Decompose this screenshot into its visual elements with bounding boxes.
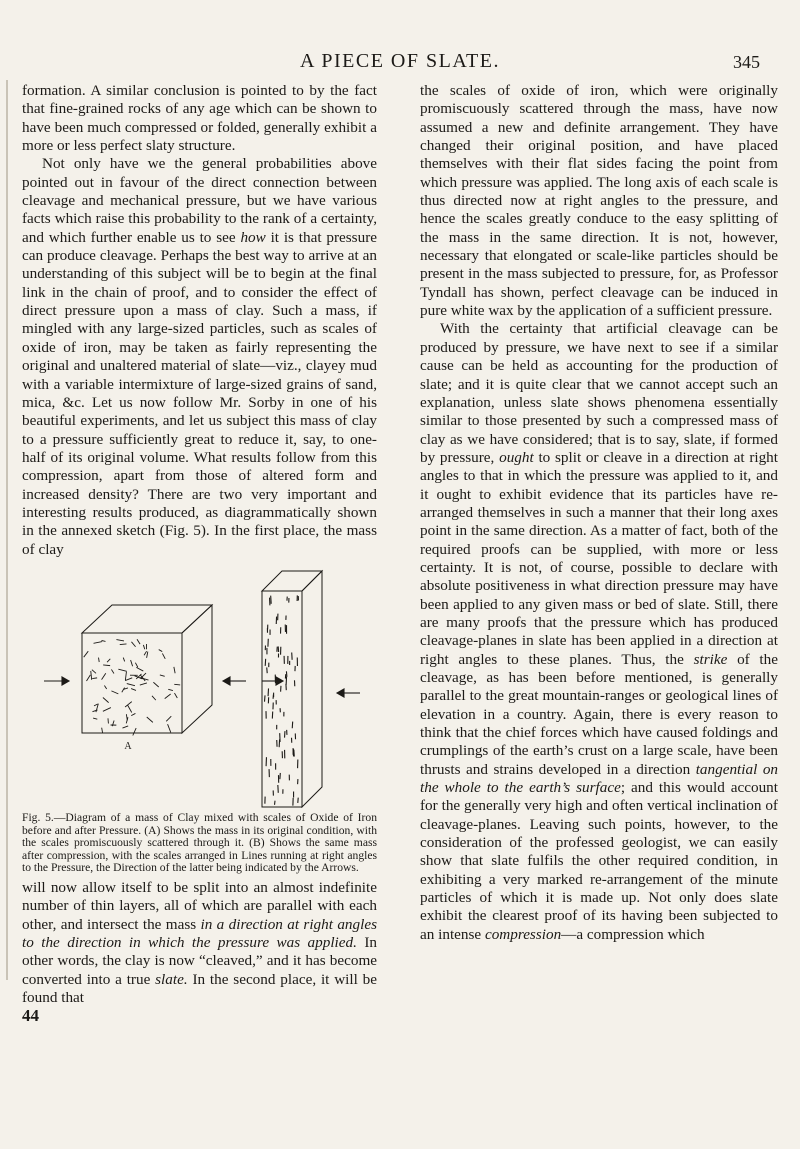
iron-scale (168, 689, 173, 690)
iron-scale (174, 684, 180, 685)
block-a (82, 605, 212, 735)
iron-scale (107, 659, 110, 662)
text-run: to split or cleave in a direction at right angles to that in which the pressure was applied to it, and it ought to exhibit evidence that its particles have re-arranged themselves in such a manner that their long axes point in the same direction. As a matter of fact, both of the required proofs can be supplied, with more or less certainty. It is not, of course, possible to declare with absolute positiveness in what direction pressure may have been applied to any given mass or bed of slate. Still, there are many proofs that the pressure which has produced cleavage-planes in slate has been applied in a direction at right angles to these planes. Thus, the (420, 448, 778, 668)
arrow-left-icon (337, 689, 360, 697)
left-column (22, 82, 377, 1026)
folio-number: 44 (22, 1006, 39, 1026)
iron-scale (120, 644, 127, 645)
text-run: With the certainty that artificial cleavage can be produced by pressure, we have next to see if a similar cause can be held as accounting for the production of slate; and it is quite clear that we cannot accept such an explanation, unless slate shows phenomena essentially similar to those presented by such a compressed mass of clay as we have considered; that is to say, slate, if formed by pressure, (420, 320, 778, 466)
emphasis: slate. (155, 970, 188, 988)
iron-scale (140, 683, 147, 685)
iron-scale (103, 697, 109, 702)
iron-scale (93, 718, 97, 719)
iron-scale (92, 678, 97, 679)
paragraph (420, 320, 778, 944)
emphasis: ought (499, 448, 534, 466)
iron-scale (159, 650, 162, 652)
arrow-right-icon (44, 677, 69, 685)
iron-scale (125, 672, 126, 680)
iron-scale (102, 673, 106, 679)
iron-scale (174, 693, 177, 698)
text-run: In the second place, it will be found that (22, 970, 377, 1006)
figure-5 (22, 563, 377, 808)
iron-scale (91, 671, 92, 680)
paragraph: formation. A similar conclusion is pointed to by the fact that fine-grained rocks of any age which can be shown to have been much compressed or folded, generally exhibit a more or less perfect slaty structure. (22, 82, 377, 155)
text-run: Not only have we the general probabilities above pointed out in favour of the direct connection between cleavage and mechanical pressure, but we have various facts which raise this probability to the rank of a certainty, and which further enable us to see (22, 155, 377, 246)
iron-scale (111, 691, 118, 694)
iron-scale (103, 707, 111, 711)
iron-scale (131, 713, 135, 715)
arrow-left-icon (223, 677, 246, 685)
iron-scale (94, 642, 103, 644)
text-run: In other words, the clay is now “cleaved,” and it has become converted into a true (22, 933, 378, 988)
iron-scale (102, 728, 103, 733)
page-edge-shadow (6, 80, 8, 980)
text-run: of the cleavage, as has been before mentioned, is generally parallel to the great mountain-ranges or geological lines of elevation in a country. Again, there is every reason to think that the chief forces which have caused foldings and crumplings of the earth’s crust on a large scale, have been thrusts and strains developed in a direction (420, 650, 778, 778)
iron-scale (99, 658, 100, 662)
page-number: 345 (733, 52, 760, 72)
emphasis: strike (693, 650, 728, 668)
iron-scale (103, 665, 110, 666)
iron-scale (131, 689, 136, 691)
iron-scale (104, 685, 106, 688)
emphasis: how (240, 228, 266, 246)
iron-scale (127, 684, 135, 686)
iron-scale (86, 675, 90, 681)
iron-scale (143, 645, 144, 649)
iron-scale (122, 688, 125, 693)
iron-scale (133, 728, 136, 735)
iron-scale (147, 651, 148, 657)
iron-scale (137, 639, 140, 644)
iron-scale (162, 653, 165, 658)
running-head (0, 50, 800, 76)
arrow-right-icon (262, 677, 283, 685)
iron-scale (111, 669, 114, 673)
text-run: ; and this would account for the generally very high and often vertical inclination of cleavage-planes. Leaving such points, however, to the consideration of the professed geologist, we can easily show that slate fulfils the other required condition, in exhibiting a very marked re-arrangement of the minute particles of which it is made up. Not only does slate exhibit the clearest proof of its having been subjected to an intense (420, 779, 778, 943)
emphasis: tangential on the whole to the earth’s surface (420, 760, 779, 797)
iron-scale (125, 678, 132, 681)
text-run: —a compression which (561, 925, 705, 943)
iron-scale (122, 726, 128, 728)
text-run: will now allow itself to be split into an almost indefinite number of thin layers, all of which are parallel with each other, and intersect the mass (22, 878, 377, 933)
iron-scale (94, 704, 98, 706)
emphasis: compression (484, 925, 562, 943)
iron-scale (84, 651, 89, 657)
right-column (420, 82, 778, 944)
scales-aligned (265, 595, 299, 805)
iron-scale (152, 696, 156, 700)
iron-scale (174, 667, 175, 673)
running-title: A PIECE OF SLATE. (300, 50, 500, 72)
clay-diagram (22, 563, 377, 808)
iron-scale (131, 660, 133, 666)
text-run: it is that pressure can produce cleavage. Perhaps the best way to arrive at an understanding of this subject will be to begin at the final link in the chain of proof, and to consider the effect of direct pressure upon a mass of clay. Such a mass, if mingled with any large-sized particles, such as scales of oxide of iron, may be taken as fairly representing the original and unaltered material of slate—viz., clayey mud with a variable intermixture of large-sized grains of sand, mica, &c. Let us now follow Mr. Sorby in one of his beautiful experiments, and let us subject this mass of clay to a pressure sufficiently great to reduce it, say, to one-half of its original volume. What results follow from this compression, apart from those of altered form and increased density? There are two very important and interesting results produced, as diagrammatically shown in the annexed sketch (Fig. 5). In the first place, the mass of clay (22, 228, 377, 558)
paragraph (22, 155, 377, 559)
iron-scale (131, 642, 135, 647)
scales-scattered (84, 639, 180, 735)
iron-scale (160, 675, 165, 676)
iron-scale (123, 657, 124, 661)
emphasis: in a direction at right angles to the direction in which the pressure was applied. (22, 915, 377, 951)
figure-caption: Fig. 5.—Diagram of a mass of Clay mixed with scales of Oxide of Iron before and after Pressure. (A) Shows the mass in its original condition, with the scales promiscuously scattered through it. (B) Shows the same mass after compression, with the scales arranged in Lines running at right angles to the Pressure, the Direction of the latter being indicated by the Arrows. (22, 810, 377, 875)
iron-scale (166, 716, 171, 721)
iron-scale (128, 705, 132, 713)
paragraph (22, 879, 377, 1007)
iron-scale (135, 663, 137, 668)
iron-scale (165, 694, 171, 699)
iron-scale (168, 724, 171, 732)
pressure-arrows (44, 677, 360, 697)
iron-scale (147, 717, 153, 722)
iron-scale (116, 639, 124, 640)
iron-scale (153, 682, 158, 687)
figure-label-a: A (124, 740, 132, 752)
iron-scale (92, 670, 96, 674)
iron-scale (136, 667, 143, 671)
block-b (262, 571, 322, 807)
iron-scale (144, 651, 147, 655)
iron-scale (118, 669, 126, 671)
paragraph: the scales of oxide of iron, which were originally promiscuously scattered through the mass, have now assumed a new and definite arrangement. They have changed their original position, and have placed themselves with their flat sides facing the point from which pressure was applied. The long axis of each scale is thus directed now at right angles to the pressure, and hence the scales greatly conduce to the easy splitting of the mass in the same direction. It is not, however, necessary that elongated or scale-like particles should be present in the mass subjected to pressure, for, as Professor Tyndall has shown, perfect cleavage can be induced in pure white wax by the application of a sufficient pressure. (420, 82, 778, 320)
